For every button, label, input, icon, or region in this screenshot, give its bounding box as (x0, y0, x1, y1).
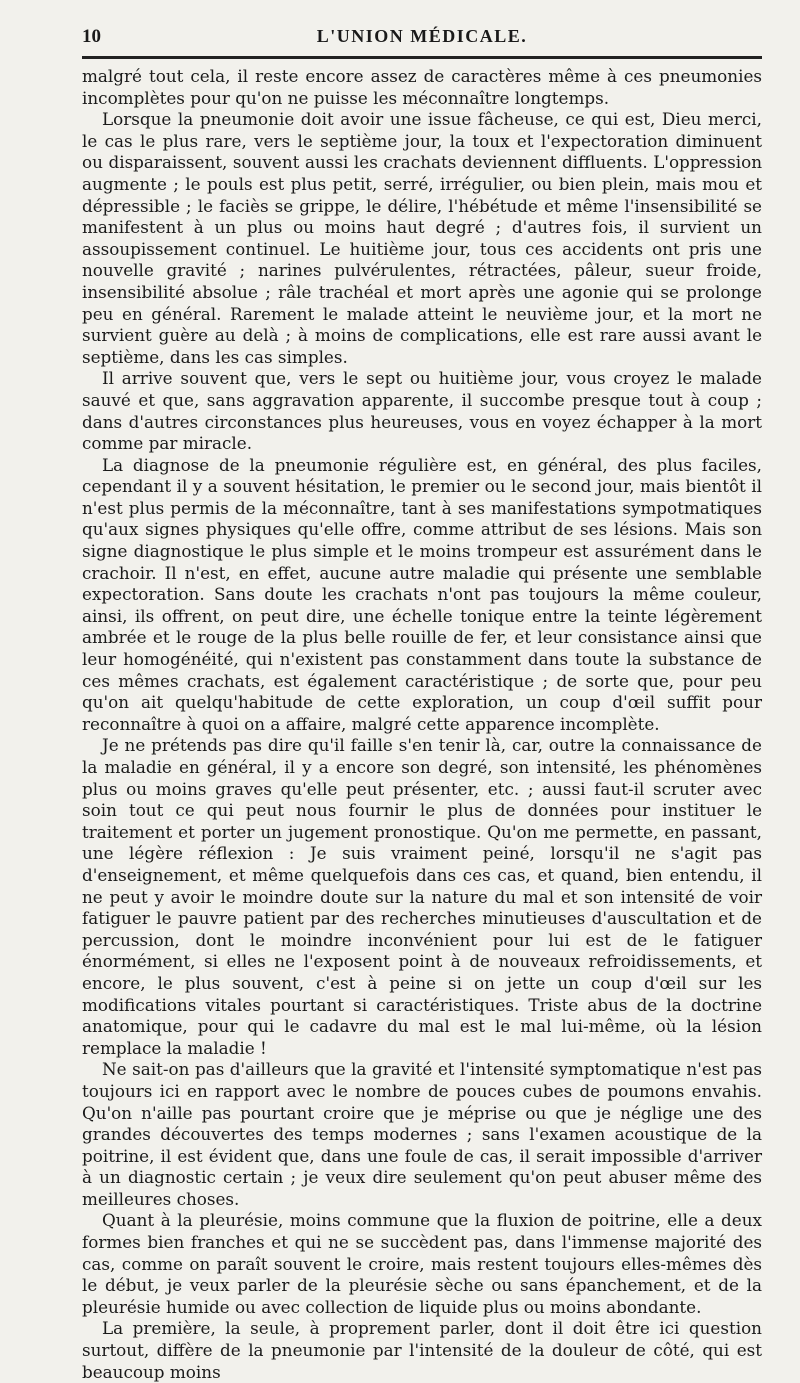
paragraph: Il arrive souvent que, vers le sept ou huitième jour, vous croyez le malade sauvé et que, sans aggravation apparente, il succombe presque tout à coup ; dans d'autres circonstances plus heureuses, vous en voyez échapper à la mort comme par miracle. (82, 368, 762, 454)
running-title: L'UNION MÉDICALE. (316, 26, 528, 46)
page-header (82, 0, 762, 50)
paragraph: malgré tout cela, il reste encore assez de caractères même à ces pneumonies incomplètes pour qu'on ne puisse les méconnaître longtemps. (82, 66, 762, 108)
paragraph: La première, la seule, à proprement parler, dont il doit être ici question surtout, diffère de la pneumonie par l'intensité de la douleur de côté, qui est beaucoup moins (82, 1318, 762, 1382)
paragraph: La diagnose de la pneumonie régulière est, en général, des plus faciles, cependant il y a souvent hésitation, le premier ou le second jour, mais bientôt il n'est plus permis de la méconnaître, tant à ses manifestations sympotmatiques qu'aux signes physiques qu'elle offre, comme attribut de ses lésions. Mais son signe diagnostique le plus simple et le moins trompeur est assurément dans le crachoir. Il n'est, en effet, aucune autre maladie qui présente une semblable expectoration. Sans doute les crachats n'ont pas toujours la même couleur, ainsi, ils offrent, on peut dire, une échelle tonique entre la teinte légèrement ambrée et le rouge de la plus belle rouille de fer, et leur consistance ainsi que leur homogénéité, qui n'existent pas constamment dans toute la substance de ces mêmes crachats, est également caractéristique ; de sorte que, pour peu qu'on ait quelqu'habitude de cette exploration, un coup d'œil suffit pour reconnaître à quoi on a affaire, malgré cette apparence incomplète. (82, 454, 762, 734)
paragraph: Ne sait-on pas d'ailleurs que la gravité et l'intensité symptomatique n'est pas toujours ici en rapport avec le nombre de pouces cubes de poumons envahis. Qu'on n'aille pas pourtant croire que je méprise ou que je néglige une des grandes découvertes des temps modernes ; sans l'examen acoustique de la poitrine, il est évident que, dans une foule de cas, il serait impossible d'arriver à un diagnostic certain ; je veux dire seulement qu'on peut abuser même des meilleures choses. (82, 1059, 762, 1209)
body-text (82, 66, 762, 1383)
paragraph: Lorsque la pneumonie doit avoir une issue fâcheuse, ce qui est, Dieu merci, le cas le plus rare, vers le septième jour, la toux et l'expectoration diminuent ou disparaissent, souvent aussi les crachats deviennent diffluents. L'oppression augmente ; le pouls est plus petit, serré, irrégulier, ou bien plein, mais mou et dépressible ; le faciès se grippe, le délire, l'hébétude et même l'insensibilité se manifestent à un plus ou moins haut degré ; d'autres fois, il survient un assoupissement continuel. Le huitième jour, tous ces accidents ont pris une nouvelle gravité ; narines pulvérulentes, rétractées, pâleur, sueur froide, insensibilité absolue ; râle trachéal et mort après une agonie qui se prolonge peu en général. Rarement le malade atteint le neuvième jour, et la mort ne survient guère au delà ; à moins de complications, elle est rare aussi avant le septième, dans les cas simples. (82, 109, 762, 367)
header-rule (82, 56, 762, 59)
paragraph: Je ne prétends pas dire qu'il faille s'en tenir là, car, outre la connaissance de la maladie en général, il y a encore son degré, son intensité, les phénomènes plus ou moins graves qu'elle peut présenter, etc. ; aussi faut-il scruter avec soin tout ce qui peut nous fournir le plus de données pour instituer le traitement et porter un jugement pronostique. Qu'on me permette, en passant, une légère réflexion : Je suis vraiment peiné, lorsqu'il ne s'agit pas d'enseignement, et même quelquefois dans ces cas, et quand, bien entendu, il ne peut y avoir le moindre doute sur la nature du mal et son intensité de voir fatiguer le pauvre patient par des recherches minutieuses d'auscultation et de percussion, dont le moindre inconvénient pour lui est de le fatiguer énormément, si elles ne l'exposent point à de nouveaux refroidissements, et encore, le plus souvent, c'est à peine si on jette un coup d'œil sur les modifications vitales pourtant si caractéristiques. Triste abus de la doctrine anatomique, pour qui le cadavre du mal est le mal lui-même, où la lésion remplace la maladie ! (82, 735, 762, 1058)
paragraph: Quant à la pleurésie, moins commune que la fluxion de poitrine, elle a deux formes bien franches et qui ne se succèdent pas, dans l'immense majorité des cas, comme on paraît souvent le croire, mais restent toujours elles-mêmes dès le début, je veux parler de la pleurésie sèche ou sans épanchement, et de la pleurésie humide ou avec collection de liquide plus ou moins abondante. (82, 1210, 762, 1317)
page-number: 10 (82, 26, 101, 47)
